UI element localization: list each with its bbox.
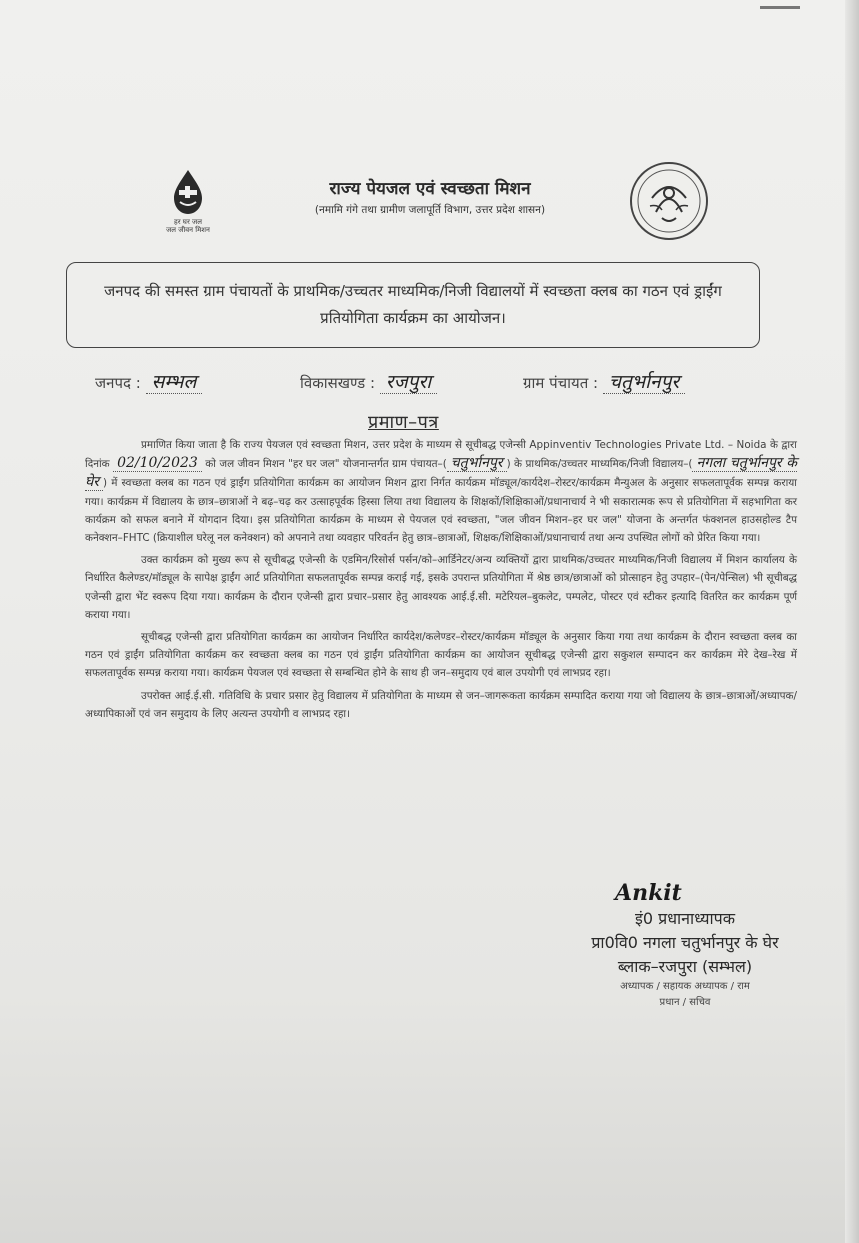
paragraph-1 bbox=[85, 436, 797, 547]
signature: Ankit bbox=[615, 880, 682, 906]
top-mark bbox=[760, 6, 800, 9]
subject-text: जनपद की समस्त ग्राम पंचायतों के प्राथमिक/उच्चतर माध्यमिक/निजी विद्यालयों में स्वच्छता क्लब का गठन एवं ड्राईंग प्रतियोगिता कार्यक्रम का आयोजन। bbox=[104, 282, 722, 327]
program-date: 02/10/2023 bbox=[113, 455, 202, 472]
up-emblem-icon bbox=[628, 160, 710, 242]
logo-caption-line1: हर घर जल bbox=[174, 218, 202, 226]
district-field bbox=[95, 368, 202, 394]
paragraph-4: उपरोक्त आई.ई.सी. गतिविधि के प्रचार प्रसार हेतु विद्यालय में प्रतियोगिता के माध्यम से जन–जागरूकता कार्यक्रम सम्पादित कराया गया जो विद्यालय के छात्र–छात्राओं/अध्यापक/अध्यापिकाओं एवं जन समुदाय के लिए अत्यन्त उपयोगी व लाभप्रद रहा। bbox=[85, 689, 797, 720]
certificate-title: प्रमाण–पत्र bbox=[368, 412, 439, 433]
district-value: सम्भल bbox=[146, 371, 203, 394]
mission-subtitle: (नमामि गंगे तथा ग्रामीण जलापूर्ति विभाग, उत्तर प्रदेश शासन) bbox=[314, 204, 546, 216]
logo-caption-line2: जल जीवन मिशन bbox=[166, 226, 210, 234]
subject-box bbox=[66, 262, 760, 348]
panchayat-field bbox=[523, 368, 685, 394]
mission-title: राज्य पेयजल एवं स्वच्छता मिशन bbox=[329, 179, 531, 199]
school-name-value: नगला चतुर्भानपुर के घेर bbox=[85, 455, 797, 491]
block-field bbox=[300, 368, 437, 394]
panchayat-label: ग्राम पंचायत : bbox=[523, 374, 599, 392]
panchayat-value: चतुर्भानपुर bbox=[603, 371, 685, 394]
paragraph-3: सूचीबद्ध एजेन्सी द्वारा प्रतियोगिता कार्यक्रम का आयोजन निर्धारित कार्यदेश/कलेण्डर–रोस्टर/कार्यक्रम मॉड्यूल के अनुसार किया गया तथा कार्यक्रम के दौरान स्वच्छता क्लब का गठन एवं ड्राईंग प्रतियोगिता कार्यक्रम कर स्वच्छता क्लब का गठन एवं ड्राईंग प्रतियोगिता कार्यक्रम का आयोजन सूचीबद्ध एजेन्सी द्वारा सकुशल सम्पादन कर कार्यक्रम मेरे देख–रेख में सफलतापूर्वक सम्पन्न कराया गया। कार्यक्रम पेयजल एवं स्वच्छता से सम्बन्धित होने के साथ ही जन–समुदाय एवं बाल उपयोगी एवं लाभप्रद रहा। bbox=[85, 631, 797, 680]
header-title-block bbox=[265, 176, 595, 217]
district-label: जनपद : bbox=[95, 374, 141, 392]
p1-part-a: प्रमाणित किया जाता है कि राज्य पेयजल एवं स्वच्छता मिशन, उत्तर प्रदेश के माध्यम से सूचीबद्ध एजेन्सी Appinventiv Technologies Private Ltd. – Noida के द्वारा दिनांक bbox=[85, 439, 797, 471]
water-drop-tap-icon bbox=[158, 168, 218, 216]
block-value: रजपुरा bbox=[380, 371, 437, 394]
signature-block bbox=[555, 880, 815, 1010]
stamp-line-3: ब्लाक–रजपुरा (सम्भल) bbox=[617, 957, 753, 976]
certificate-body bbox=[85, 436, 797, 727]
gram-panchayat-value: चतुर्भानपुर bbox=[447, 455, 507, 472]
jal-jeevan-mission-logo bbox=[158, 168, 218, 244]
stamp-line-2: प्रा0वि0 नगला चतुर्भानपुर के घेर bbox=[591, 933, 779, 952]
p1-part-c: ) के प्राथमिक/उच्चतर माध्यमिक/निजी विद्यालय–( bbox=[506, 458, 693, 471]
page-edge bbox=[845, 0, 859, 1243]
designation-line: अध्यापक / सहायक अध्यापक / राम bbox=[620, 981, 750, 992]
p1-part-b: को जल जीवन मिशन "हर घर जल" योजनान्तर्गत ग्राम पंचायत–( bbox=[205, 458, 447, 471]
stamp-line-1: इं0 प्रधानाध्यापक bbox=[634, 909, 736, 928]
logo-caption bbox=[158, 218, 218, 234]
designation-line-2: प्रधान / सचिव bbox=[659, 997, 711, 1008]
p1-part-d: ) में स्वच्छता क्लब का गठन एवं ड्राईंग प्रतियोगिता कार्यक्रम का आयोजन मिशन द्वारा निर्गत कार्यक्रम मॉड्यूल/कार्यदेश–रोस्टर/कार्यक्रम मैन्युअल के अनुसार सफलतापूर्वक सम्पन्न कराया गया। कार्यक्रम में विद्यालय के छात्र–छात्राओं ने बढ़–चढ़ कर उत्साहपूर्वक हिस्सा लिया तथा विद्यालय के शिक्षकों/शिक्षिकाओं/प्रधानाचार्य ने भी सकारात्मक रूप से प्रतियोगिता में सहभागिता कर कार्यक्रम को सफल बनाने में योगदान दिया। इस प्रतियोगिता कार्यक्रम के माध्यम से पेयजल एवं स्वच्छता, "जल जीवन मिशन–हर घर जल" योजना के अन्तर्गत फंक्शनल हाउसहोल्ड टैप कनेक्शन–FHTC (क्रियाशील घरेलू नल कनेक्शन) को अपनाने तथा व्यवहार परिवर्तन हेतु छात्र–छात्राओं, शिक्षक/शिक्षिकाओं/प्रधानाचार्य तथा अन्य उपस्थित लोगों को प्रेरित किया गया। bbox=[85, 477, 797, 545]
block-label: विकासखण्ड : bbox=[300, 374, 376, 392]
paragraph-2: उक्त कार्यक्रम को मुख्य रूप से सूचीबद्ध एजेन्सी के एडमिन/रिसोर्स पर्सन/को–आर्डिनेटर/अन्य व्यक्तियों द्वारा प्राथमिक/उच्चतर माध्यमिक/निजी विद्यालय में मिशन कार्यालय के निर्धारित कैलेण्डर/मॉड्यूल के सापेक्ष ड्राईंग आर्ट प्रतियोगिता सफलतापूर्वक सम्पन्न कराई गई, इसके उपरान्त प्रतियोगिता में श्रेष्ठ छात्र/छात्राओं को प्रोत्साहन हेतु उपहार–(पेन/पेन्सिल) भी सूचीबद्ध एजेन्सी द्वारा भेंट स्वरूप दिया गया। कार्यक्रम के दौरान एजेन्सी द्वारा प्रचार–प्रसार हेतु आवश्यक आई.ई.सी. मटेरियल–बुकलेट, पम्पलेट, पोस्टर एवं स्टीकर इत्यादि वितरित कर कार्यक्रम पूर्ण कराया गया। bbox=[85, 554, 797, 621]
up-government-seal bbox=[628, 160, 710, 242]
